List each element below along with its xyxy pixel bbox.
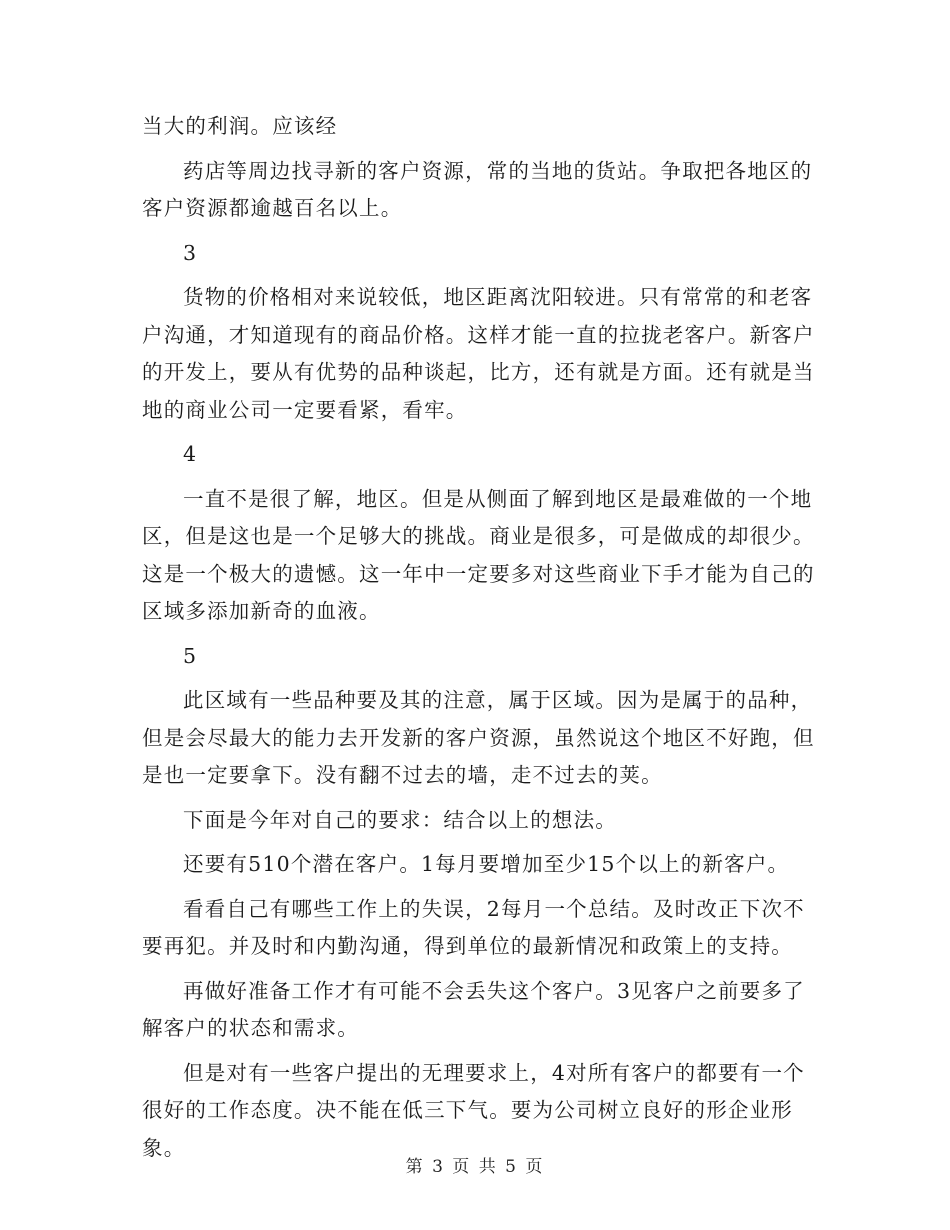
paragraph: 看看自己有哪些工作上的失误，2每月一个总结。及时改正下次不要再犯。并及时和内勤沟通，得到单位的最新情况和政策上的支持。 (142, 896, 805, 958)
paragraph: 货物的价格相对来说较低，地区距离沈阳较进。只有常常的和老客户沟通，才知道现有的商品价格。这样才能一直的拉拢老客户。新客户的开发上，要从有优势的品种谈起，比方，还有就是方面。还有就是当地的商业公司一定要看紧，看牢。 (142, 285, 815, 422)
paragraph: 但是对有一些客户提出的无理要求上，4对所有客户的都要有一个很好的工作态度。决不能在低三下气。要为公司树立良好的形企业形象。 (142, 1060, 805, 1160)
page-footer: 第 3 页 共 5 页 (405, 1157, 545, 1177)
section-number: 4 (183, 442, 198, 466)
paragraph: 还要有510个潜在客户。1每月要增加至少15个以上的新客户。 (183, 852, 790, 876)
section-number: 5 (183, 643, 198, 668)
paragraph: 再做好准备工作才有可能不会丢失这个客户。3见客户之前要多了解客户的状态和需求。 (142, 978, 805, 1040)
document-body (142, 108, 822, 1174)
section-number: 3 (183, 240, 198, 265)
paragraph: 此区域有一些品种要及其的注意，属于区域。因为是属于的品种，但是会尽最大的能力去开发新的客户资源，虽然说这个地区不好跑，但是也一定要拿下。没有翻不过去的墙，走不过去的荚。 (142, 688, 815, 787)
paragraph: 当大的利润。应该经 (142, 114, 338, 138)
paragraph: 下面是今年对自己的要求：结合以上的想法。 (183, 807, 617, 832)
paragraph: 一直不是很了解，地区。但是从侧面了解到地区是最难做的一个地区，但是这也是一个足够大的挑战。商业是很多，可是做成的却很少。这是一个极大的遗憾。这一年中一定要多对这些商业下手才能为自己的区域多添加新奇的血液。 (142, 486, 815, 623)
paragraph: 药店等周边找寻新的客户资源，常的当地的货站。争取把各地区的客户资源都逾越百名以上。 (142, 158, 813, 220)
